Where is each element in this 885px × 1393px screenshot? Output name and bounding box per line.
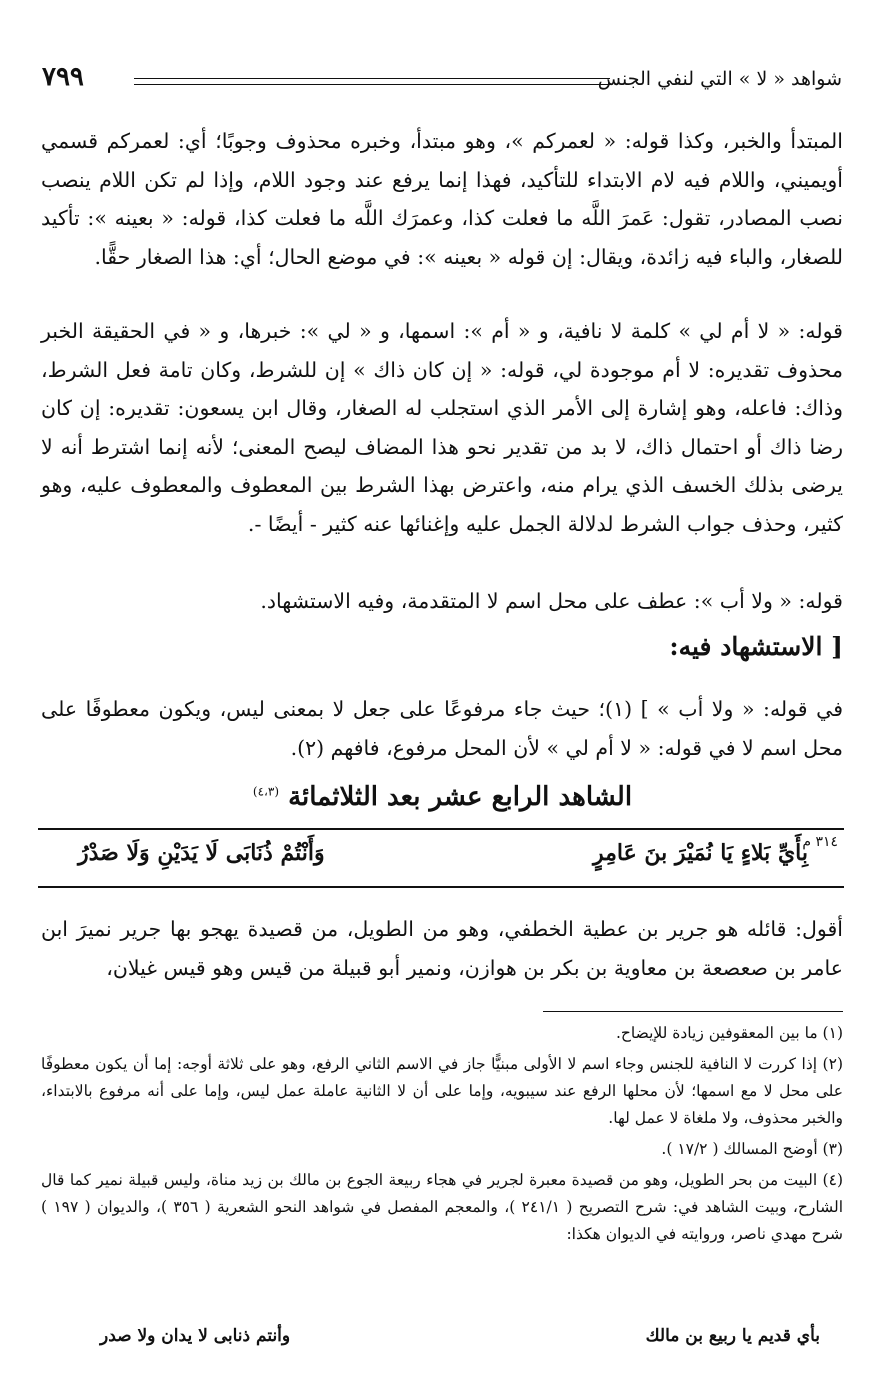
evidence-title-ref: (٤،٣) <box>252 784 280 799</box>
page-header <box>42 62 842 102</box>
paragraph <box>41 122 843 276</box>
paragraph-text: أقول: قائله هو جرير بن عطية الخطفي، وهو من الطويل، من قصيدة يهجو بها جرير نميرَ ابن عامر بن صعصعة بن معاوية بن بكر بن هوازن، ونمير أبو قبيلة من قيس وهو قيس غيلان، <box>41 917 843 980</box>
paragraph-text: في قوله: « ولا أب » ] (١)؛ حيث جاء مرفوعًا على جعل لا بمعنى ليس، ويكون معطوفًا على محل اسم لا في قوله: « لا أم لي » لأن المحل مرفوع، فافهم (٢). <box>41 697 844 760</box>
evidence-title-text: الشاهد الرابع عشر بعد الثلاثمائة <box>288 782 633 812</box>
paragraph <box>41 312 843 544</box>
verse-box <box>38 828 844 888</box>
footnote-separator <box>543 1011 843 1012</box>
footnote: (٣) أوضح المسالك ( ١٧/٢ ). <box>661 1140 843 1158</box>
page-number: ٧٩٩ <box>42 62 84 92</box>
footnotes <box>41 1020 843 1252</box>
paragraph-text: قوله: « ولا أب »: عطف على محل اسم لا المتقدمة، وفيه الاستشهاد. <box>260 589 843 613</box>
paragraph <box>41 910 843 987</box>
verse-first-hemistich: بِأَيِّ بَلاءٍ يَا نُمَيْرَ بنَ عَامِرٍ <box>592 840 808 866</box>
paragraph-text: المبتدأ والخبر، وكذا قوله: « لعمركم »، وهو مبتدأ، وخبره محذوف وجوبًا؛ أي: لعمركم قسمي أويميني، واللام فيه لام الابتداء للتأكيد، فهذا إنما يرفع عند وجود اللام، وإذا لم تكن اللام ينصب نصب المصادر، تقول: عَمرَ اللَّه ما فعلت كذا، وعمرَك اللَّه ما فعلت كذا، قوله: « بعينه »: تأكيد للصغار، والباء فيه زائدة، ويقال: إن قوله « بعينه »: في موضع الحال؛ أي: هذا الصغار حقًّا. <box>41 129 843 269</box>
paragraph-text: قوله: « لا أم لي » كلمة لا نافية، و « أم »: اسمها، و « لي »: خبرها، و « في الحقيقة الخبر محذوف تقديره: لا أم موجودة لي، قوله: « إن كان ذاك » إن للشرط، وكان تامة فعل الشرط، وذاك: فاعله، وهو إشارة إلى الأمر الذي استجلب له الصغار، وقال ابن يسعون: تقديره: إن كان رضا ذاك أو احتمال ذاك، لا بد من تقدير نحو هذا المضاف ليصح المعنى؛ لأنه إنما اشترط أنه لا يرضى بذلك الخسف الذي يرام منه، واعترض بهذا الشرط بين المعطوف والمعطوف عليه، وهو كثير، وحذف جواب الشرط لدلالة الجمل عليه وإغنائها عنه كثير - أيضًا -. <box>41 319 843 536</box>
header-rule <box>134 84 610 85</box>
header-rule <box>134 78 610 79</box>
verse-second-hemistich: وَأَنْتُمْ ذُنَابَى لَا يَدَيْنِ وَلَا صَدْرُ <box>78 840 325 866</box>
footnote: (٢) إذا كررت لا النافية للجنس وجاء اسم لا الأولى مبنيًّا جاز في الاسم الثاني الرفع، وهو على ثلاثة أوجه: إما أن يكون معطوفًا على محل لا مع اسمها؛ لأن محلها الرفع عند سيبويه، وإما على أن لا الثانية عاملة عمل ليس، وإما على أنه مرفوع بالابتداء، والخبر محذوف، ولا ملغاة لا عمل لها. <box>41 1055 843 1127</box>
section-heading: [ الاستشهاد فيه: <box>669 632 843 661</box>
footnote-verse-first: بأي قديم يا ربيع بن مالك <box>645 1326 820 1346</box>
paragraph <box>41 690 843 767</box>
footnote-verse-second: وأنتم ذنابى لا يدان ولا صدر <box>100 1326 291 1346</box>
paragraph <box>41 582 843 621</box>
footnote: (١) ما بين المعقوفين زيادة للإيضاح. <box>615 1024 843 1042</box>
footnote: (٤) البيت من بحر الطويل، وهو من قصيدة معبرة لجرير في هجاء ربيعة الجوع بن مالك بن زيد مناة، وليس قبيلة نمير كما قال الشارح، وبيت الشاهد في: شرح التصريح ( ٢٤١/١ )، والمعجم المفصل في شواهد النحو الشعرية ( ٣٥٦ )، والديوان ( ١٩٧ ) شرح مهدي ناصر، وروايته في الديوان هكذا: <box>41 1171 843 1243</box>
verse-number: ٣١٤ م <box>802 834 838 850</box>
evidence-title <box>0 782 885 812</box>
running-title: شواهد « لا » التي لنفي الجنس <box>597 68 842 90</box>
